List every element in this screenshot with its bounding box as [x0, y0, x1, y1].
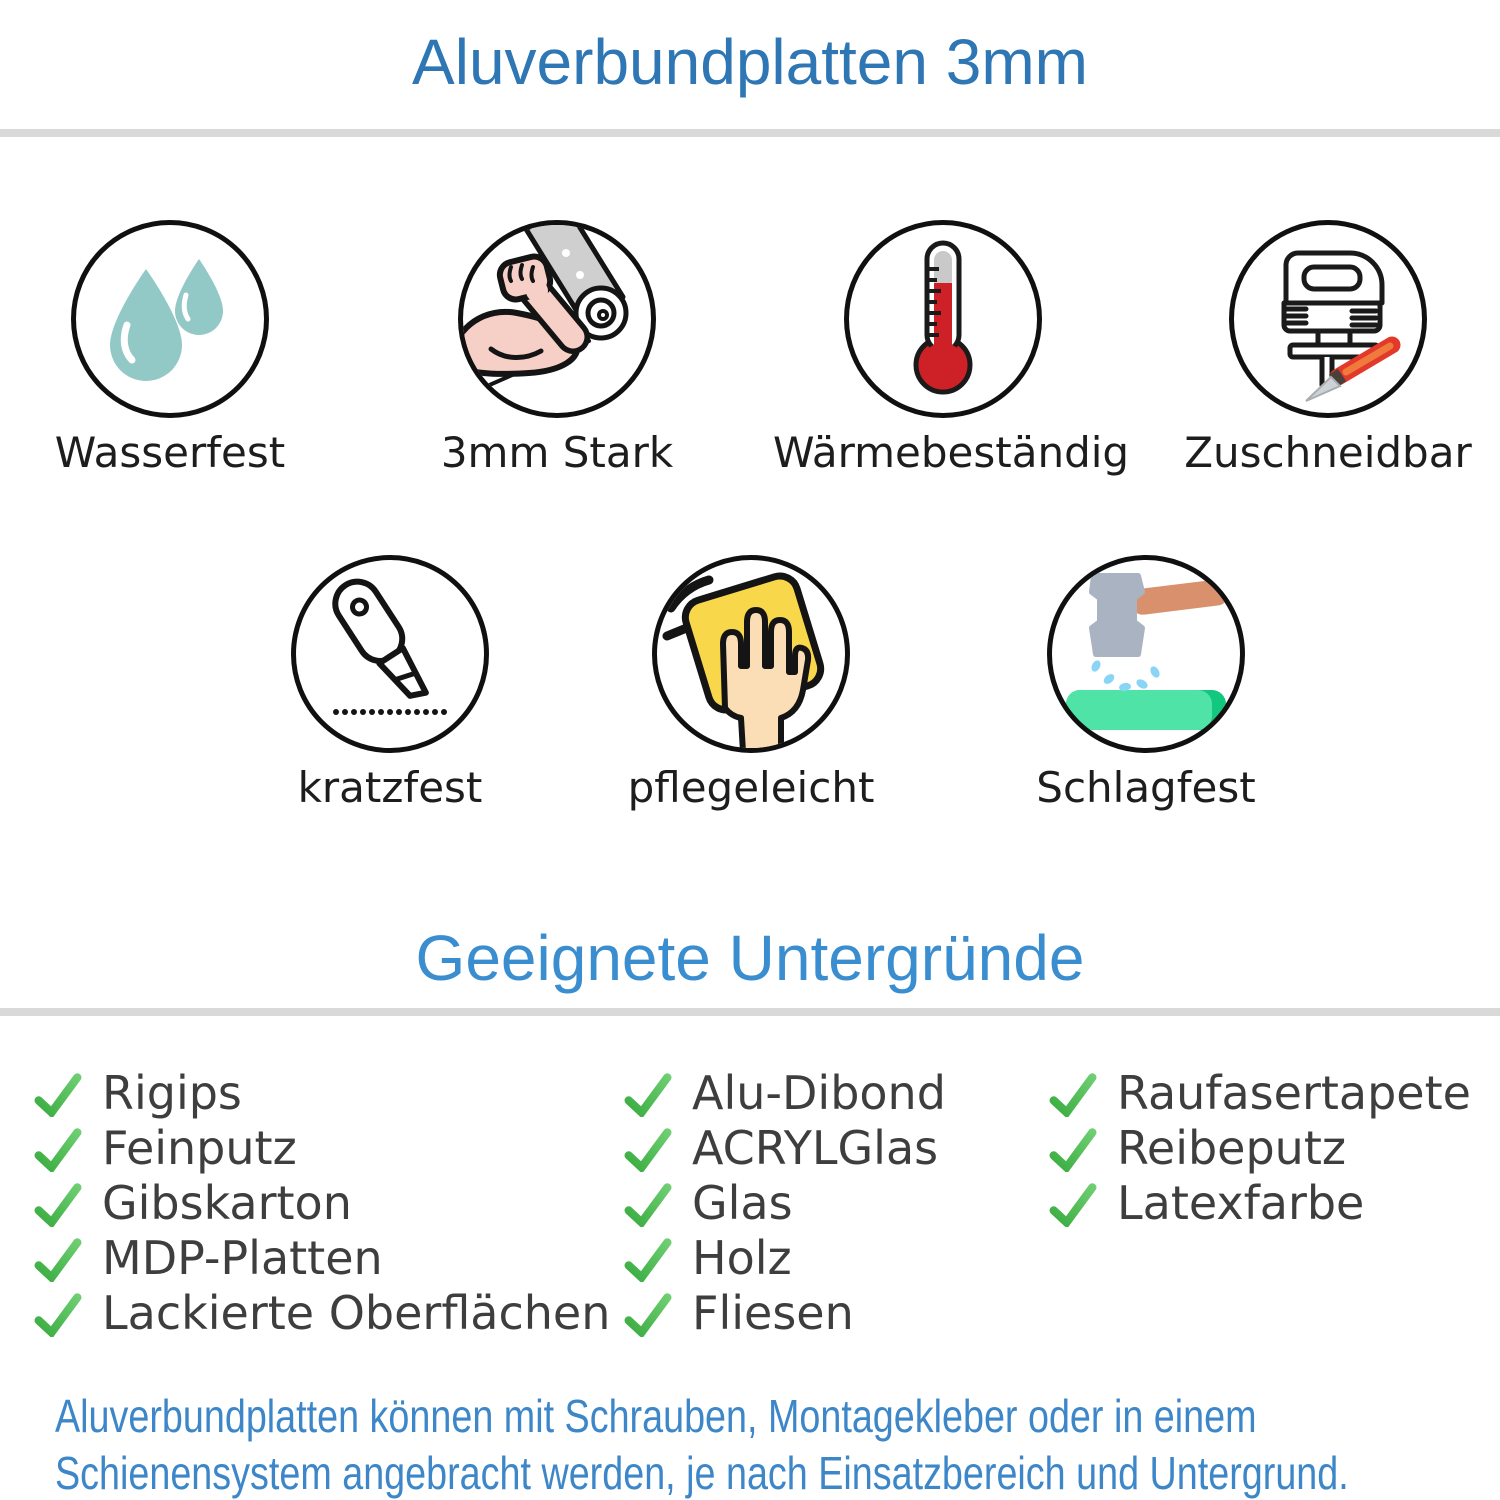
feature-pflegeleicht: [581, 555, 921, 811]
feature-wasserfest: [0, 220, 340, 476]
muscle-arm-icon: [463, 225, 651, 413]
substrate-column-3: [1048, 1066, 1471, 1231]
substrate-item: [623, 1231, 946, 1286]
feature-kratzfest: [220, 555, 560, 811]
section-title-substrates: Geeignete Untergründe: [415, 922, 1085, 994]
feature-label: pflegeleicht: [627, 763, 875, 812]
feature-label: Wärmebeständig: [773, 428, 1130, 477]
icon-circle: [652, 555, 850, 753]
check-icon: [1048, 1181, 1098, 1227]
check-icon: [623, 1181, 673, 1227]
feature-label: Wasserfest: [54, 428, 286, 477]
icon-circle: [844, 220, 1042, 418]
divider: [0, 129, 1500, 137]
substrate-label: Glas: [692, 1176, 793, 1230]
substrate-label: Raufasertapete: [1117, 1066, 1471, 1120]
check-icon: [33, 1181, 83, 1227]
substrate-label: Rigips: [102, 1066, 242, 1120]
substrate-item: [33, 1231, 610, 1286]
feature-label: kratzfest: [297, 763, 483, 812]
substrate-item: [623, 1176, 946, 1231]
jigsaw-icon: [1234, 225, 1422, 413]
page-title: Aluverbundplatten 3mm: [412, 26, 1088, 98]
substrate-label: Alu-Dibond: [692, 1066, 946, 1120]
feature-label: 3mm Stark: [440, 428, 674, 477]
substrate-item: [623, 1121, 946, 1176]
icon-circle: [291, 555, 489, 753]
substrate-item: [33, 1176, 610, 1231]
check-icon: [33, 1291, 83, 1337]
icon-circle: [458, 220, 656, 418]
mounting-note-line1: Aluverbundplatten können mit Schrauben, Montagekleber oder in einem: [55, 1390, 1257, 1442]
icon-circle: [71, 220, 269, 418]
feature-schlagfest: [976, 555, 1316, 811]
check-icon: [1048, 1071, 1098, 1117]
substrate-item: [33, 1286, 610, 1341]
thermometer-icon: [849, 225, 1037, 413]
substrate-label: Feinputz: [102, 1121, 297, 1175]
substrate-label: Latexfarbe: [1117, 1176, 1365, 1230]
substrate-item: [33, 1066, 610, 1121]
substrate-column-2: [623, 1066, 946, 1341]
feature-zuschneidbar: [1158, 220, 1498, 476]
substrate-label: Gibskarton: [102, 1176, 352, 1230]
substrate-label: ACRYLGlas: [692, 1121, 939, 1175]
check-icon: [1048, 1126, 1098, 1172]
substrate-column-1: [33, 1066, 610, 1341]
hammer-icon: [1052, 560, 1240, 748]
feature-3mm-stark: [387, 220, 727, 476]
check-icon: [623, 1126, 673, 1172]
check-icon: [33, 1126, 83, 1172]
check-icon: [623, 1291, 673, 1337]
substrate-item: [1048, 1176, 1471, 1231]
water-drops-icon: [76, 225, 264, 413]
feature-label: Zuschneidbar: [1184, 428, 1472, 477]
substrate-item: [623, 1286, 946, 1341]
check-icon: [33, 1071, 83, 1117]
substrate-label: Fliesen: [692, 1286, 854, 1340]
substrate-label: Reibeputz: [1117, 1121, 1347, 1175]
substrate-item: [1048, 1066, 1471, 1121]
cleaning-hand-icon: [657, 560, 845, 748]
substrate-item: [33, 1121, 610, 1176]
mounting-note-line2: Schienensystem angebracht werden, je nach Einsatzbereich und Untergrund.: [55, 1447, 1349, 1499]
check-icon: [623, 1071, 673, 1117]
check-icon: [33, 1236, 83, 1282]
utility-knife-icon: [296, 560, 484, 748]
feature-label: Schlagfest: [1036, 763, 1256, 812]
divider: [0, 1008, 1500, 1016]
substrate-label: Holz: [692, 1231, 792, 1285]
substrate-label: Lackierte Oberflächen: [102, 1286, 611, 1340]
substrate-item: [623, 1066, 946, 1121]
icon-circle: [1229, 220, 1427, 418]
substrate-label: MDP-Platten: [102, 1231, 383, 1285]
feature-waermebestaendig: [773, 220, 1130, 477]
mounting-note: [55, 1388, 1349, 1500]
check-icon: [623, 1236, 673, 1282]
icon-circle: [1047, 555, 1245, 753]
substrate-item: [1048, 1121, 1471, 1176]
